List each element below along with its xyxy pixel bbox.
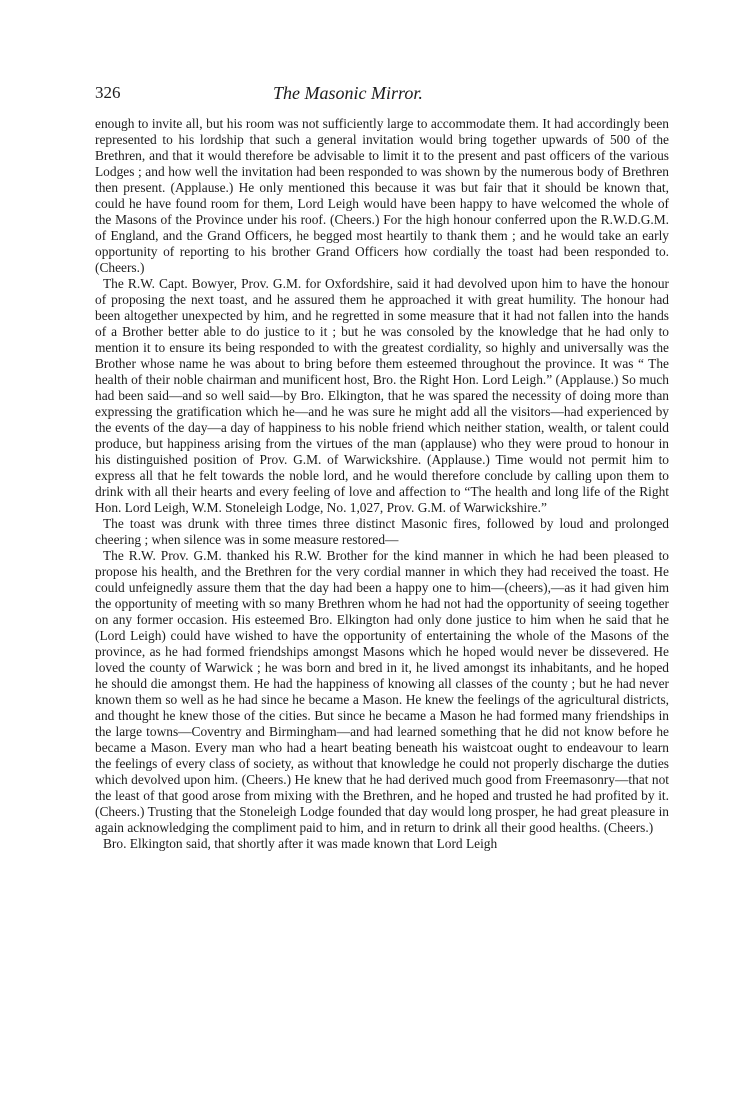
paragraph-elkington: Bro. Elkington said, that shortly after it was made known that Lord Leigh (103, 836, 498, 851)
paragraph-continuation: enough to invite all, but his room was not sufficiently large to accommodate them. It had accordingly been represented to his lordship that such a general invitation would bring together upwards of 500 of the Brethren, and that it would therefore be advisable to limit it to the present and past officers of the various Lodges ; and how well the invitation had been responded to was shown by the numerous body of Brethren then present. (Applause.) He only mentioned this because it was but fair that it should be known that, could he have found room for them, Lord Leigh would have been happy to have welcomed the whole of the Masons of the Province under his roof. (Cheers.) For the high honour conferred upon the R.W.D.G.M. of England, and the Grand Officers, he begged most heartily to thank them ; and he would take an early opportunity of reporting to his brother Grand Officers how cordially the toast had been responded to. (Cheers.) (95, 116, 669, 275)
article-body (95, 116, 669, 852)
running-head (95, 80, 669, 106)
paragraph-prov-gm-reply: The R.W. Prov. G.M. thanked his R.W. Brother for the kind manner in which he had been pleased to propose his health, and the Brethren for the very cordial manner in which they had received the toast. He could unfeignedly assure them that the day had been a happy one to him—(cheers),—as it had given him the opportunity of meeting with so many Brethren whom he had not had the opportunity of seeing together on any former occasion. His esteemed Bro. Elkington had only done justice to him when he said that he (Lord Leigh) could have wished to have the opportunity of entertaining the whole of the Masons of the province, as he had formed friendships amongst Masons which he hoped would never be dissevered. He loved the county of Warwick ; he was born and bred in it, he lived amongst its inhabitants, and he hoped he should die amongst them. He had the happiness of knowing all classes of the county ; but he had never known them so well as he had since he became a Mason. He knew the feelings of the agricultural districts, and thought he knew those of the cities. But since he became a Mason he had formed many friendships in the large towns—Coventry and Birmingham—and had learned something that he did not know before he became a Mason. Every man who had a heart beating beneath his waistcoat ought to endeavour to learn the feelings of every class of society, as without that knowledge he could not properly discharge the duties which devolved upon him. (Cheers.) He knew that he had derived much good from Freemasonry—that not the least of that good arose from mixing with the Brethren, and he hoped and trusted he had profited by it. (Cheers.) Trusting that the Stoneleigh Lodge founded that day would long prosper, he had great pleasure in again acknowledging the compliment paid to him, and in return to drink all their good healths. (Cheers.) (95, 548, 669, 835)
page-number: 326 (95, 83, 121, 102)
paragraph-toast-drunk: The toast was drunk with three times three distinct Masonic fires, followed by loud and prolonged cheering ; when silence was in some measure restored— (95, 516, 669, 547)
running-title: The Masonic Mirror. (273, 83, 423, 103)
document-page (95, 80, 669, 852)
paragraph-bowyer-toast: The R.W. Capt. Bowyer, Prov. G.M. for Oxfordshire, said it had devolved upon him to have the honour of proposing the next toast, and he assured them he approached it with great humility. The honour had been altogether unexpected by him, and he regretted in some measure that it had not fallen into the hands of a Brother better able to do justice to it ; but he was consoled by the knowledge that he had only to mention it to ensure its being responded to with the greatest cordiality, so highly and universally was the Brother whose name he was about to bring before them esteemed throughout the province. It was “ The health of their noble chairman and munificent host, Bro. the Right Hon. Lord Leigh.” (Applause.) So much had been said—and so well said—by Bro. Elkington, that he was spared the necessity of doing more than expressing the gratification which he—and he was sure he might add all the visitors—had experienced by the events of the day—a day of happiness to his noble friend which neither station, wealth, or talent could produce, but happiness arising from the virtues of the man (applause) who they were proud to honour in his distinguished position of Prov. G.M. of Warwickshire. (Applause.) Time would not permit him to express all that he felt towards the noble lord, and he would therefore conclude by calling upon them to drink with all their hearts and every feeling of love and affection to “The health and long life of the Right Hon. Lord Leigh, W.M. Stoneleigh Lodge, No. 1,027, Prov. G.M. of Warwickshire.” (95, 276, 669, 515)
